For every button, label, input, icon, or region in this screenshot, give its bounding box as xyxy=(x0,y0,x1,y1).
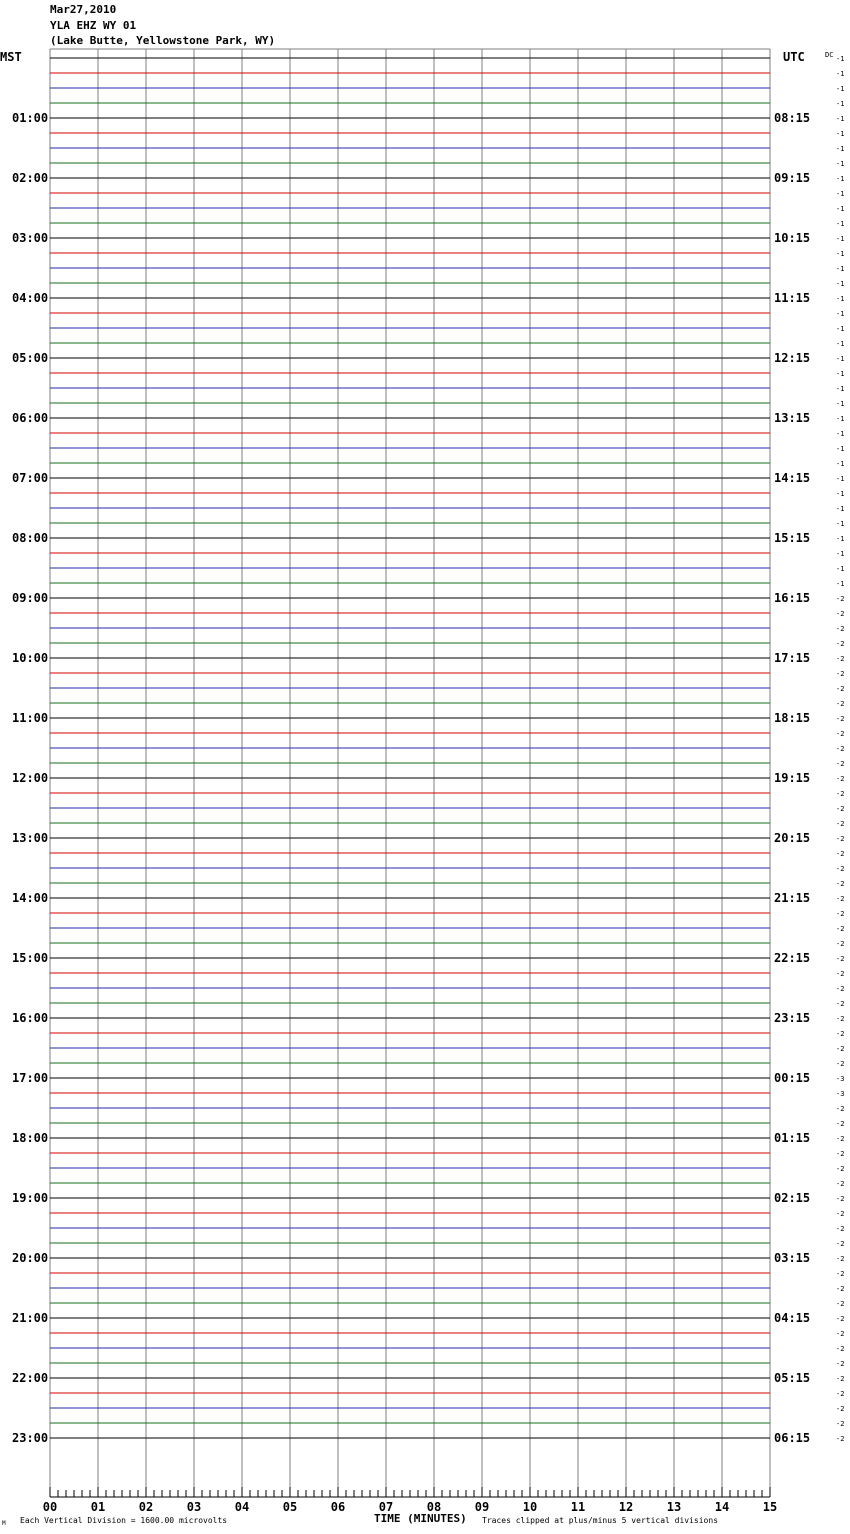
dc-offset-label: -2 xyxy=(836,670,845,678)
mst-hour-label: 10:00 xyxy=(12,651,49,665)
dc-offset-label: -2 xyxy=(836,775,845,783)
dc-offset-label: -2 xyxy=(836,610,845,618)
dc-offset-label: -2 xyxy=(836,730,845,738)
dc-offset-label: -1 xyxy=(836,235,845,243)
dc-offset-label: -2 xyxy=(836,985,845,993)
x-tick-label: 10 xyxy=(522,1500,538,1514)
utc-hour-label: 11:15 xyxy=(774,291,811,305)
dc-offset-label: -1 xyxy=(836,265,845,273)
dc-offset-label: -1 xyxy=(836,220,845,228)
dc-offset-label: -2 xyxy=(836,925,845,933)
utc-hour-label: 19:15 xyxy=(774,771,811,785)
mst-hour-label: 05:00 xyxy=(12,351,49,365)
mst-hour-label: 06:00 xyxy=(12,411,49,425)
dc-offset-label: -1 xyxy=(836,505,845,513)
dc-offset-label: -1 xyxy=(836,310,845,318)
utc-hour-label: 21:15 xyxy=(774,891,811,905)
utc-hour-label: 23:15 xyxy=(774,1011,811,1025)
dc-offset-label: -2 xyxy=(836,790,845,798)
utc-hour-label: 18:15 xyxy=(774,711,811,725)
mst-hour-label: 07:00 xyxy=(12,471,49,485)
dc-offset-label: -2 xyxy=(836,1330,845,1338)
dc-offset-label: -2 xyxy=(836,940,845,948)
utc-axis-label: UTC xyxy=(783,50,805,64)
mst-hour-label: 22:00 xyxy=(12,1371,49,1385)
dc-offset-label: -2 xyxy=(836,955,845,963)
dc-offset-label: -2 xyxy=(836,700,845,708)
dc-offset-label: -3 xyxy=(836,1075,845,1083)
dc-offset-label: -1 xyxy=(836,370,845,378)
x-axis-ticks xyxy=(43,1487,777,1514)
dc-offset-label: -2 xyxy=(836,805,845,813)
dc-offset-label: -1 xyxy=(836,400,845,408)
dc-offset-label: -2 xyxy=(836,1165,845,1173)
dc-offset-label: -2 xyxy=(836,1120,845,1128)
dc-offset-label: -2 xyxy=(836,1030,845,1038)
dc-offset-label: -1 xyxy=(836,115,845,123)
mst-hour-label: 02:00 xyxy=(12,171,49,185)
utc-hour-label: 15:15 xyxy=(774,531,811,545)
mst-hour-label: 17:00 xyxy=(12,1071,49,1085)
utc-hour-label: 04:15 xyxy=(774,1311,811,1325)
dc-offset-label: -2 xyxy=(836,1285,845,1293)
dc-offset-label: -1 xyxy=(836,205,845,213)
mst-hour-label: 13:00 xyxy=(12,831,49,845)
dc-offset-label: -1 xyxy=(836,325,845,333)
dc-offset-label: -1 xyxy=(836,190,845,198)
mst-hour-label: 09:00 xyxy=(12,591,49,605)
x-tick-label: 07 xyxy=(378,1500,394,1514)
mst-hour-label: 01:00 xyxy=(12,111,49,125)
dc-offset-label: -2 xyxy=(836,1045,845,1053)
utc-hour-label: 13:15 xyxy=(774,411,811,425)
dc-offset-label: -1 xyxy=(836,250,845,258)
dc-offset-label: -2 xyxy=(836,1105,845,1113)
x-tick-label: 02 xyxy=(138,1500,154,1514)
utc-hour-label: 22:15 xyxy=(774,951,811,965)
x-tick-label: 15 xyxy=(762,1500,778,1514)
dc-offset-label: -2 xyxy=(836,1180,845,1188)
dc-offset-label: -2 xyxy=(836,820,845,828)
dc-offset-label: -1 xyxy=(836,160,845,168)
dc-offset-label: -1 xyxy=(836,385,845,393)
dc-offset-label: -2 xyxy=(836,715,845,723)
utc-hour-label: 09:15 xyxy=(774,171,811,185)
dc-offset-label: -1 xyxy=(836,565,845,573)
utc-hour-label: 16:15 xyxy=(774,591,811,605)
x-tick-label: 11 xyxy=(570,1500,586,1514)
utc-hour-label: 10:15 xyxy=(774,231,811,245)
dc-offset-label: -1 xyxy=(836,460,845,468)
dc-offset-label: -1 xyxy=(836,415,845,423)
chart-date: Mar27,2010 xyxy=(50,3,117,16)
dc-offset-label: -2 xyxy=(836,640,845,648)
vertical-division-note: Each Vertical Division = 1600.00 microvolts xyxy=(20,1516,228,1525)
utc-hour-label: 20:15 xyxy=(774,831,811,845)
dc-offset-label: -1 xyxy=(836,175,845,183)
dc-offset-label: -1 xyxy=(836,430,845,438)
dc-offset-label: -2 xyxy=(836,1270,845,1278)
dc-offset-label: -2 xyxy=(836,970,845,978)
x-tick-label: 14 xyxy=(714,1500,730,1514)
mst-hour-label: 19:00 xyxy=(12,1191,49,1205)
dc-offset-label: -2 xyxy=(836,625,845,633)
mst-hour-label: 21:00 xyxy=(12,1311,49,1325)
x-tick-label: 12 xyxy=(618,1500,634,1514)
mst-hour-label: 11:00 xyxy=(12,711,49,725)
x-tick-label: 05 xyxy=(282,1500,298,1514)
dc-offset-label: -1 xyxy=(836,340,845,348)
station-location: (Lake Butte, Yellowstone Park, WY) xyxy=(50,34,276,47)
mst-hour-label: 18:00 xyxy=(12,1131,49,1145)
dc-offset-label: -2 xyxy=(836,595,845,603)
dc-offset-label: -1 xyxy=(836,490,845,498)
dc-offset-label: -2 xyxy=(836,1360,845,1368)
dc-offset-label: -2 xyxy=(836,1240,845,1248)
utc-hour-label: 05:15 xyxy=(774,1371,811,1385)
utc-hour-label: 02:15 xyxy=(774,1191,811,1205)
utc-hour-label: 03:15 xyxy=(774,1251,811,1265)
dc-offset-label: -2 xyxy=(836,850,845,858)
dc-offset-label: -1 xyxy=(836,475,845,483)
utc-hour-label: 14:15 xyxy=(774,471,811,485)
x-tick-label: 08 xyxy=(426,1500,442,1514)
dc-offset-label: -2 xyxy=(836,1225,845,1233)
dc-offset-label: -3 xyxy=(836,1090,845,1098)
dc-offset-label: -1 xyxy=(836,550,845,558)
dc-offset-label: -2 xyxy=(836,835,845,843)
dc-offset-label: -1 xyxy=(836,580,845,588)
dc-offset-label: -2 xyxy=(836,1015,845,1023)
dc-offset-label: -2 xyxy=(836,1000,845,1008)
dc-offset-label: -2 xyxy=(836,685,845,693)
utc-hour-label: 08:15 xyxy=(774,111,811,125)
dc-offset-label: -2 xyxy=(836,895,845,903)
dc-offset-label: -2 xyxy=(836,1195,845,1203)
dc-offset-label: -2 xyxy=(836,1345,845,1353)
dc-offset-label: -1 xyxy=(836,55,845,63)
dc-offset-label: -1 xyxy=(836,355,845,363)
dc-offset-label: -2 xyxy=(836,1300,845,1308)
x-tick-label: 13 xyxy=(666,1500,682,1514)
dc-offset-label: -1 xyxy=(836,70,845,78)
dc-offset-label: -2 xyxy=(836,655,845,663)
mst-hour-label: 20:00 xyxy=(12,1251,49,1265)
corner-mark: M xyxy=(2,1520,6,1527)
dc-offset-label: -1 xyxy=(836,445,845,453)
dc-offset-label: -2 xyxy=(836,1435,845,1443)
x-tick-label: 00 xyxy=(42,1500,58,1514)
dc-offset-label: -2 xyxy=(836,745,845,753)
dc-offset-label: -2 xyxy=(836,1375,845,1383)
mst-hour-label: 14:00 xyxy=(12,891,49,905)
dc-offset-label: -2 xyxy=(836,1060,845,1068)
minute-grid xyxy=(50,49,770,1497)
dc-offset-label: -2 xyxy=(836,865,845,873)
mst-axis-label: MST xyxy=(0,50,22,64)
utc-hour-labels xyxy=(774,111,810,1445)
dc-offset-label: -2 xyxy=(836,880,845,888)
dc-offset-label: -1 xyxy=(836,535,845,543)
clipping-note: Traces clipped at plus/minus 5 vertical divisions xyxy=(482,1516,719,1525)
dc-offset-label: -2 xyxy=(836,1405,845,1413)
x-axis-title: TIME (MINUTES) xyxy=(374,1512,467,1525)
mst-hour-label: 15:00 xyxy=(12,951,49,965)
utc-hour-label: 01:15 xyxy=(774,1131,811,1145)
dc-label: DC xyxy=(825,51,834,59)
mst-hour-label: 03:00 xyxy=(12,231,49,245)
dc-offset-label: -1 xyxy=(836,520,845,528)
dc-offset-label: -2 xyxy=(836,1420,845,1428)
mst-hour-label: 16:00 xyxy=(12,1011,49,1025)
x-tick-label: 03 xyxy=(186,1500,202,1514)
x-tick-label: 04 xyxy=(234,1500,250,1514)
dc-offset-label: -2 xyxy=(836,910,845,918)
x-tick-label: 09 xyxy=(474,1500,490,1514)
dc-offset-label: -2 xyxy=(836,1150,845,1158)
dc-offset-labels xyxy=(836,55,844,1443)
dc-offset-label: -1 xyxy=(836,130,845,138)
mst-hour-label: 12:00 xyxy=(12,771,49,785)
dc-offset-label: -1 xyxy=(836,145,845,153)
dc-offset-label: -2 xyxy=(836,760,845,768)
mst-hour-label: 08:00 xyxy=(12,531,49,545)
dc-offset-label: -1 xyxy=(836,295,845,303)
dc-offset-label: -2 xyxy=(836,1135,845,1143)
dc-offset-label: -2 xyxy=(836,1315,845,1323)
mst-hour-labels xyxy=(12,111,48,1445)
dc-offset-label: -1 xyxy=(836,280,845,288)
trace-lines xyxy=(50,58,770,1438)
dc-offset-label: -2 xyxy=(836,1390,845,1398)
utc-hour-label: 12:15 xyxy=(774,351,811,365)
dc-offset-label: -2 xyxy=(836,1210,845,1218)
mst-hour-label: 23:00 xyxy=(12,1431,49,1445)
mst-hour-label: 04:00 xyxy=(12,291,49,305)
station-code: YLA EHZ WY 01 xyxy=(50,19,137,32)
utc-hour-label: 06:15 xyxy=(774,1431,811,1445)
utc-hour-label: 00:15 xyxy=(774,1071,811,1085)
x-tick-label: 06 xyxy=(330,1500,346,1514)
x-tick-label: 01 xyxy=(90,1500,106,1514)
dc-offset-label: -1 xyxy=(836,85,845,93)
utc-hour-label: 17:15 xyxy=(774,651,811,665)
dc-offset-label: -2 xyxy=(836,1255,845,1263)
dc-offset-label: -1 xyxy=(836,100,845,108)
